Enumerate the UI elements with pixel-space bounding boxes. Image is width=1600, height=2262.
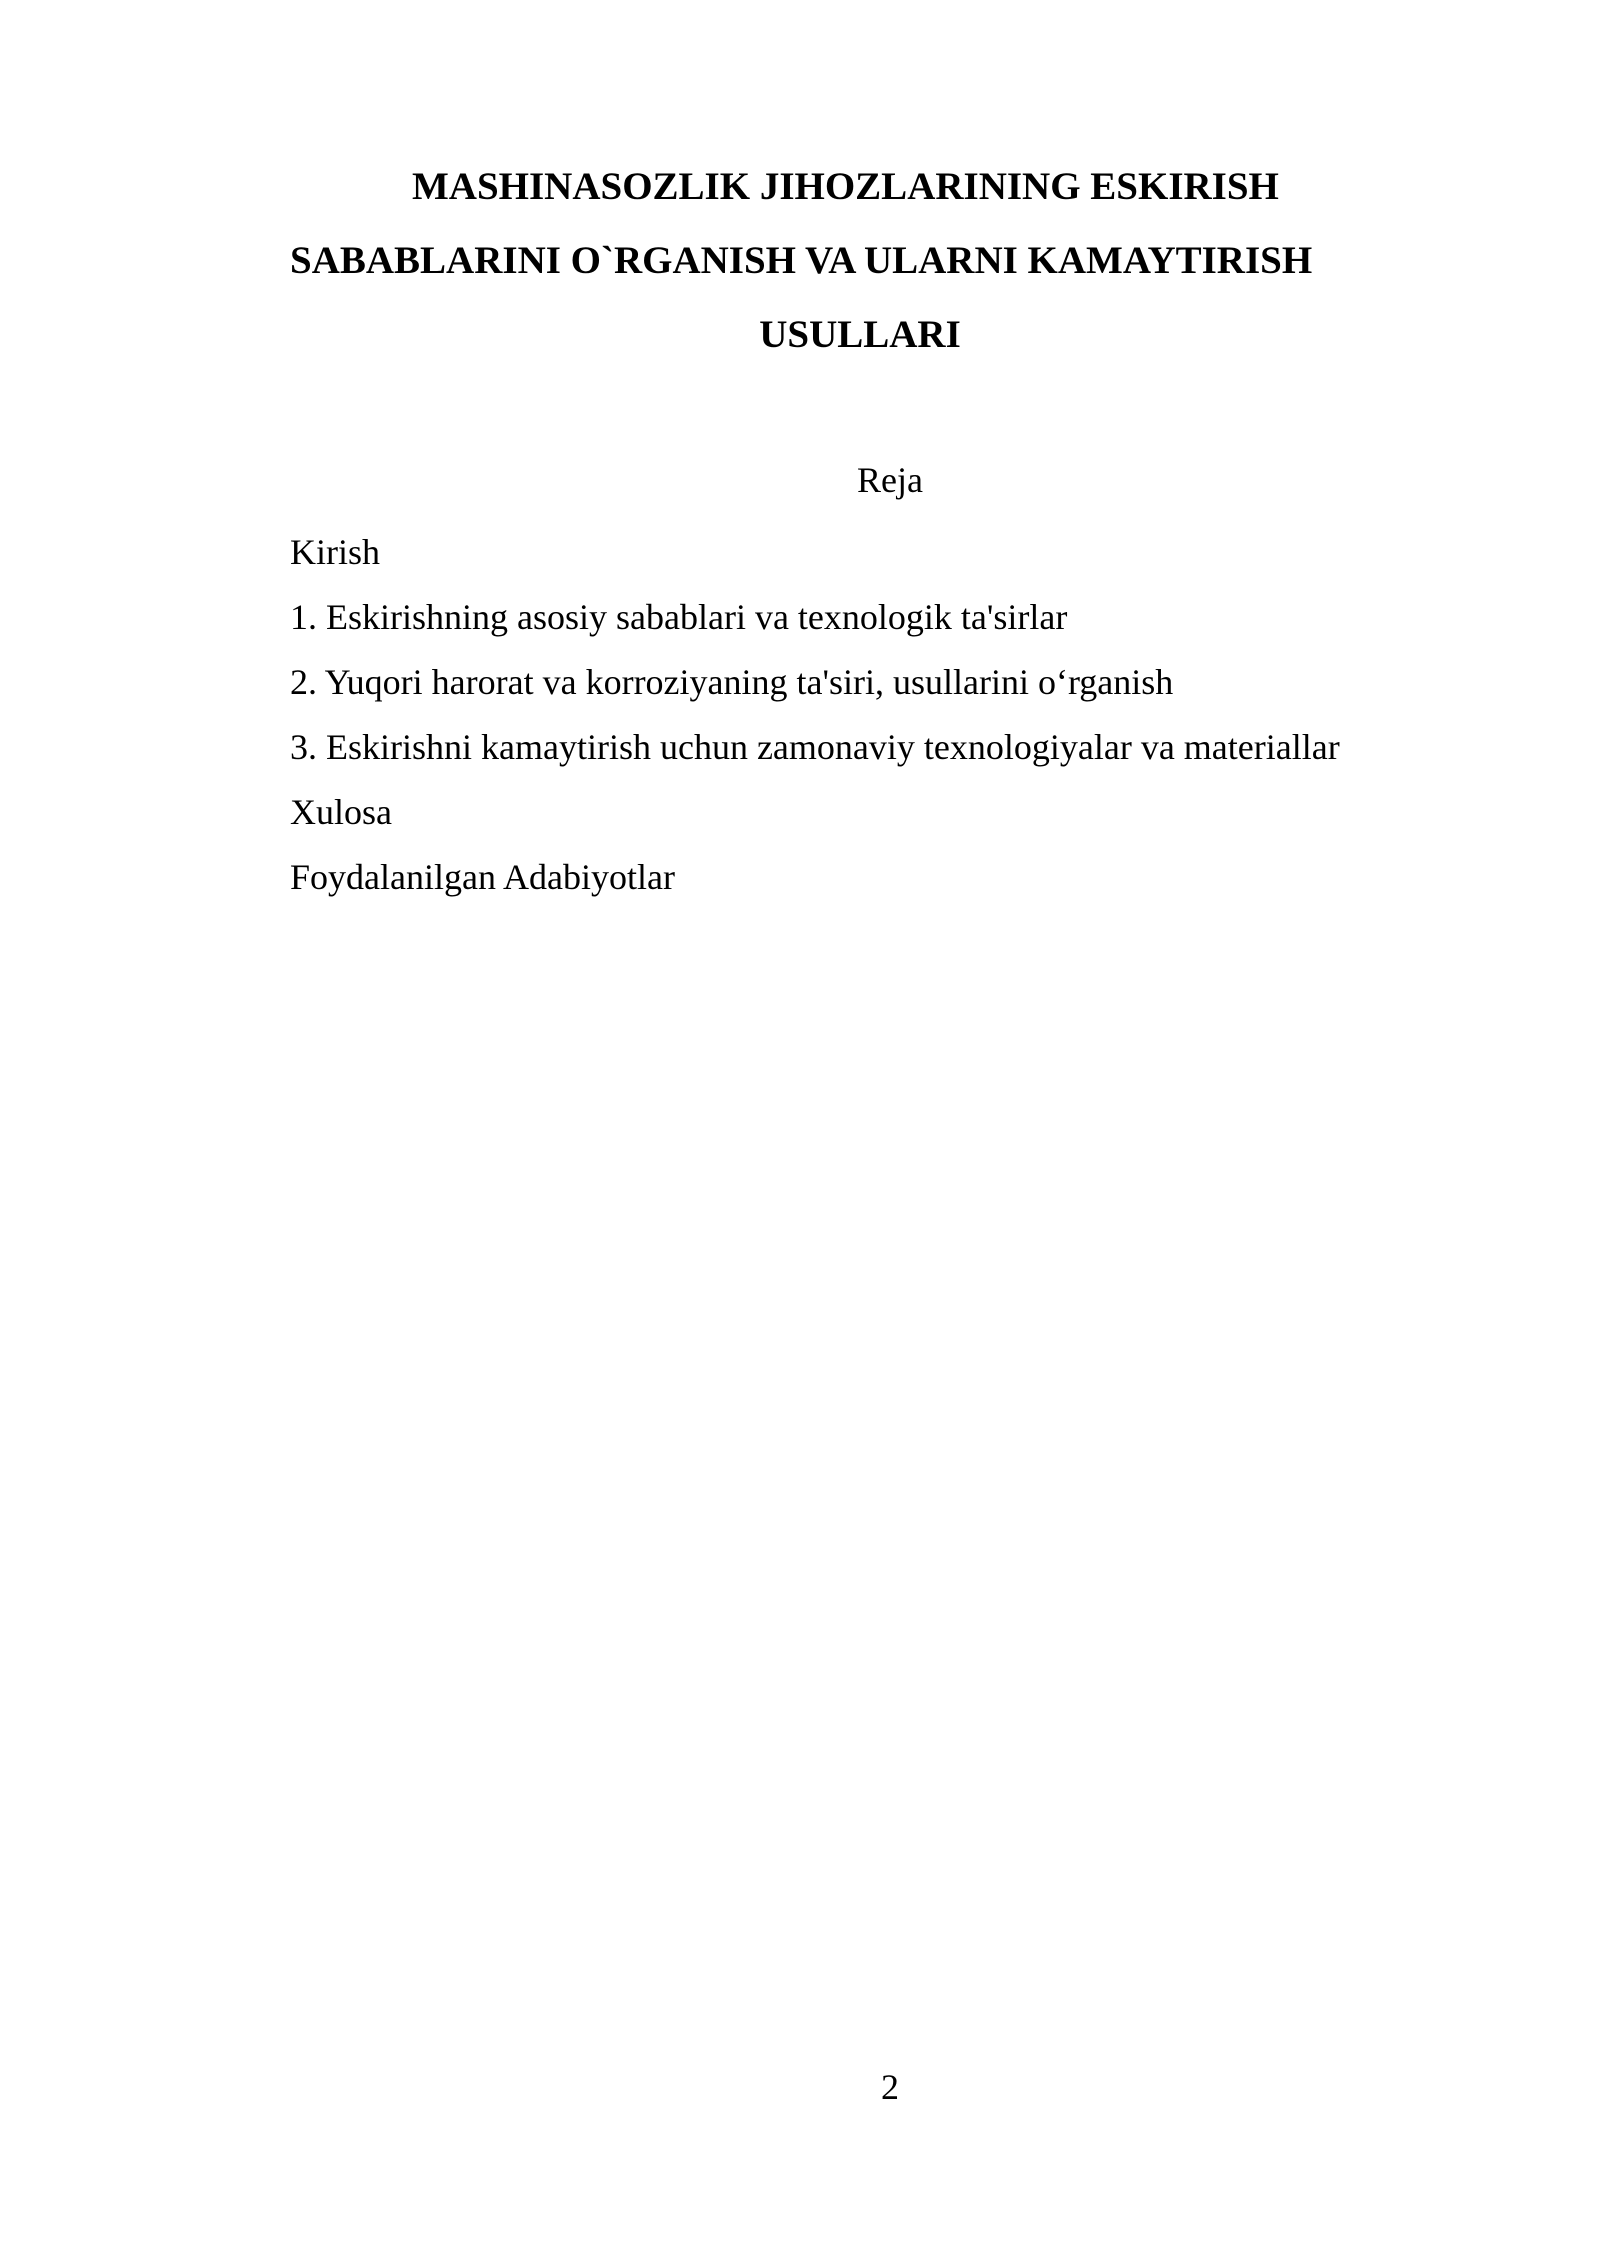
- plan-item-3: 3. Eskirishni kamaytirish uchun zamonaviy texnologiyalar va materiallar: [290, 727, 1340, 767]
- plan-list: [290, 520, 1490, 910]
- plan-item-2: 2. Yuqori harorat va korroziyaning ta'siri, usullarini o‘rganish: [290, 662, 1174, 702]
- title-line: SABABLARINI O`RGANISH VA ULARNI KAMAYTIRISH: [290, 239, 1313, 282]
- document-title: [290, 150, 1430, 372]
- plan-item-conclusion: Xulosa: [290, 792, 392, 832]
- plan-heading: Reja: [857, 460, 923, 500]
- plan-item-references: Foydalanilgan Adabiyotlar: [290, 857, 675, 897]
- plan-item-introduction: Kirish: [290, 532, 380, 572]
- title-line: MASHINASOZLIK JIHOZLARINING ESKIRISH: [412, 165, 1279, 208]
- page-number: 2: [881, 2067, 899, 2107]
- title-line: USULLARI: [759, 313, 961, 356]
- plan-item-1: 1. Eskirishning asosiy sabablari va texnologik ta'sirlar: [290, 597, 1068, 637]
